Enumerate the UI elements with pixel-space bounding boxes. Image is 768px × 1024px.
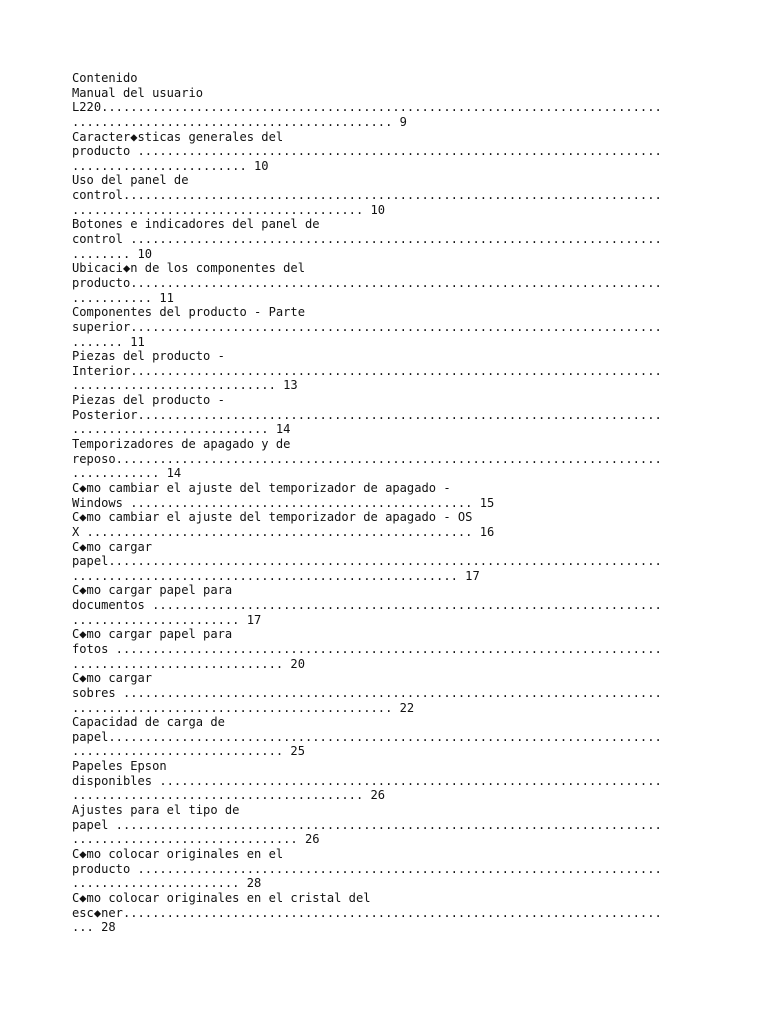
toc-line: Piezas del producto - xyxy=(72,349,225,364)
toc-line: producto ........................................................................ xyxy=(72,144,662,159)
toc-line: ....... 11 xyxy=(72,334,145,349)
toc-line: producto......................................................................... xyxy=(72,275,662,290)
toc-line: ............................................ 22 xyxy=(72,700,415,715)
toc-line: fotos ........................................................................... xyxy=(72,641,662,656)
toc-line: L220............................................................................. xyxy=(72,100,662,115)
toc-line: C◆mo cargar xyxy=(72,671,153,686)
toc-line: superior......................................................................... xyxy=(72,319,662,334)
toc-line: ..................................................... 17 xyxy=(72,568,480,583)
toc-line: ........................ 10 xyxy=(72,158,269,173)
toc-line: Caracter◆sticas generales del xyxy=(72,129,284,144)
toc-line: producto ........................................................................ xyxy=(72,861,662,876)
toc-line: sobres .......................................................................... xyxy=(72,685,662,700)
toc-line: Componentes del producto - Parte xyxy=(72,305,305,320)
toc-line: Posterior........................................................................ xyxy=(72,407,662,422)
toc-line: documentos ...................................................................... xyxy=(72,598,662,613)
toc-line: Botones e indicadores del panel de xyxy=(72,217,320,232)
toc-line: C◆mo cargar papel para xyxy=(72,583,233,598)
toc-line: ............................ 13 xyxy=(72,378,298,393)
toc-line: Windows ............................................... 15 xyxy=(72,495,495,510)
toc-line: Ajustes para el tipo de xyxy=(72,803,240,818)
toc-line: ........................... 14 xyxy=(72,422,291,437)
toc-line: Interior......................................................................... xyxy=(72,363,662,378)
toc-line: Uso del panel de xyxy=(72,173,189,188)
toc-line: ........... 11 xyxy=(72,290,174,305)
toc-line: Ubicaci◆n de los componentes del xyxy=(72,261,305,276)
toc-line: C◆mo cambiar el ajuste del temporizador de apagado - xyxy=(72,480,451,495)
toc-line: C◆mo cargar papel para xyxy=(72,627,233,642)
toc-line: ............ 14 xyxy=(72,466,182,481)
toc-line: Manual del usuario xyxy=(72,85,204,100)
toc-line: C◆mo colocar originales en el xyxy=(72,846,284,861)
toc-line: C◆mo cambiar el ajuste del temporizador de apagado - OS xyxy=(72,510,473,525)
toc-line: control.......................................................................... xyxy=(72,188,662,203)
document-title: Contenido xyxy=(72,71,138,85)
toc-line: esc◆ner.......................................................................... xyxy=(72,905,662,920)
toc-line: ... 28 xyxy=(72,920,116,935)
toc-line: papel............................................................................ xyxy=(72,729,662,744)
toc-line: X ..................................................... 16 xyxy=(72,524,495,539)
toc-line: reposo........................................................................... xyxy=(72,451,662,466)
toc-line: ........................................ 10 xyxy=(72,202,386,217)
toc-line: ........ 10 xyxy=(72,246,153,261)
toc-line: ........................................ 26 xyxy=(72,788,386,803)
toc-line: ....................... 17 xyxy=(72,612,262,627)
toc-line: Capacidad de carga de xyxy=(72,715,225,730)
toc-line: ............................. 20 xyxy=(72,656,305,671)
toc-line: ............................... 26 xyxy=(72,832,320,847)
toc-line: ....................... 28 xyxy=(72,876,262,891)
toc-line: C◆mo cargar xyxy=(72,539,153,554)
toc-line: ............................................ 9 xyxy=(72,114,407,129)
toc-line: disponibles ..................................................................... xyxy=(72,773,662,788)
toc-line: papel............................................................................ xyxy=(72,554,662,569)
toc-line: Papeles Epson xyxy=(72,759,167,774)
toc-line: ............................. 25 xyxy=(72,744,305,759)
toc-line: C◆mo colocar originales en el cristal del xyxy=(72,890,371,905)
toc-line: Temporizadores de apagado y de xyxy=(72,437,291,452)
toc-line: Piezas del producto - xyxy=(72,393,225,408)
toc-line: control ......................................................................... xyxy=(72,232,662,247)
document-page xyxy=(72,71,712,935)
toc-line: papel ........................................................................... xyxy=(72,817,662,832)
